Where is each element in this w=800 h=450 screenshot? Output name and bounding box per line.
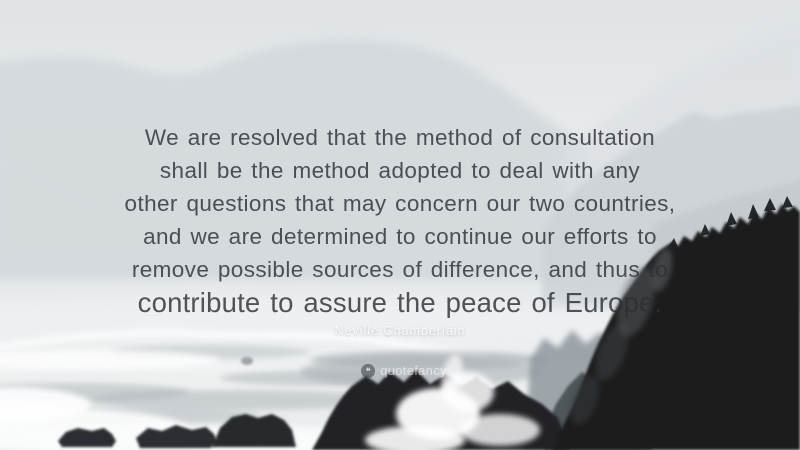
- quote-line: shall be the method adopted to deal with any: [159, 158, 641, 183]
- quote-line: We are resolved that the method of consultation: [144, 125, 656, 150]
- watermark-brand-text: quotefancy: [380, 363, 447, 378]
- quote-text: [0, 121, 800, 320]
- quote-line: other questions that may concern our two countries,: [124, 191, 676, 216]
- quotefancy-logo-icon: ❝: [361, 364, 375, 378]
- author-attribution: Neville Chamberlain: [334, 324, 466, 338]
- quotefancy-watermark: [4, 363, 800, 378]
- quote-line-emphasis: contribute to assure the peace of Europe.: [137, 287, 663, 318]
- quote-line: and we are determined to continue our efforts to: [143, 224, 657, 249]
- quote-line: remove possible sources of difference, and thus to: [131, 257, 669, 282]
